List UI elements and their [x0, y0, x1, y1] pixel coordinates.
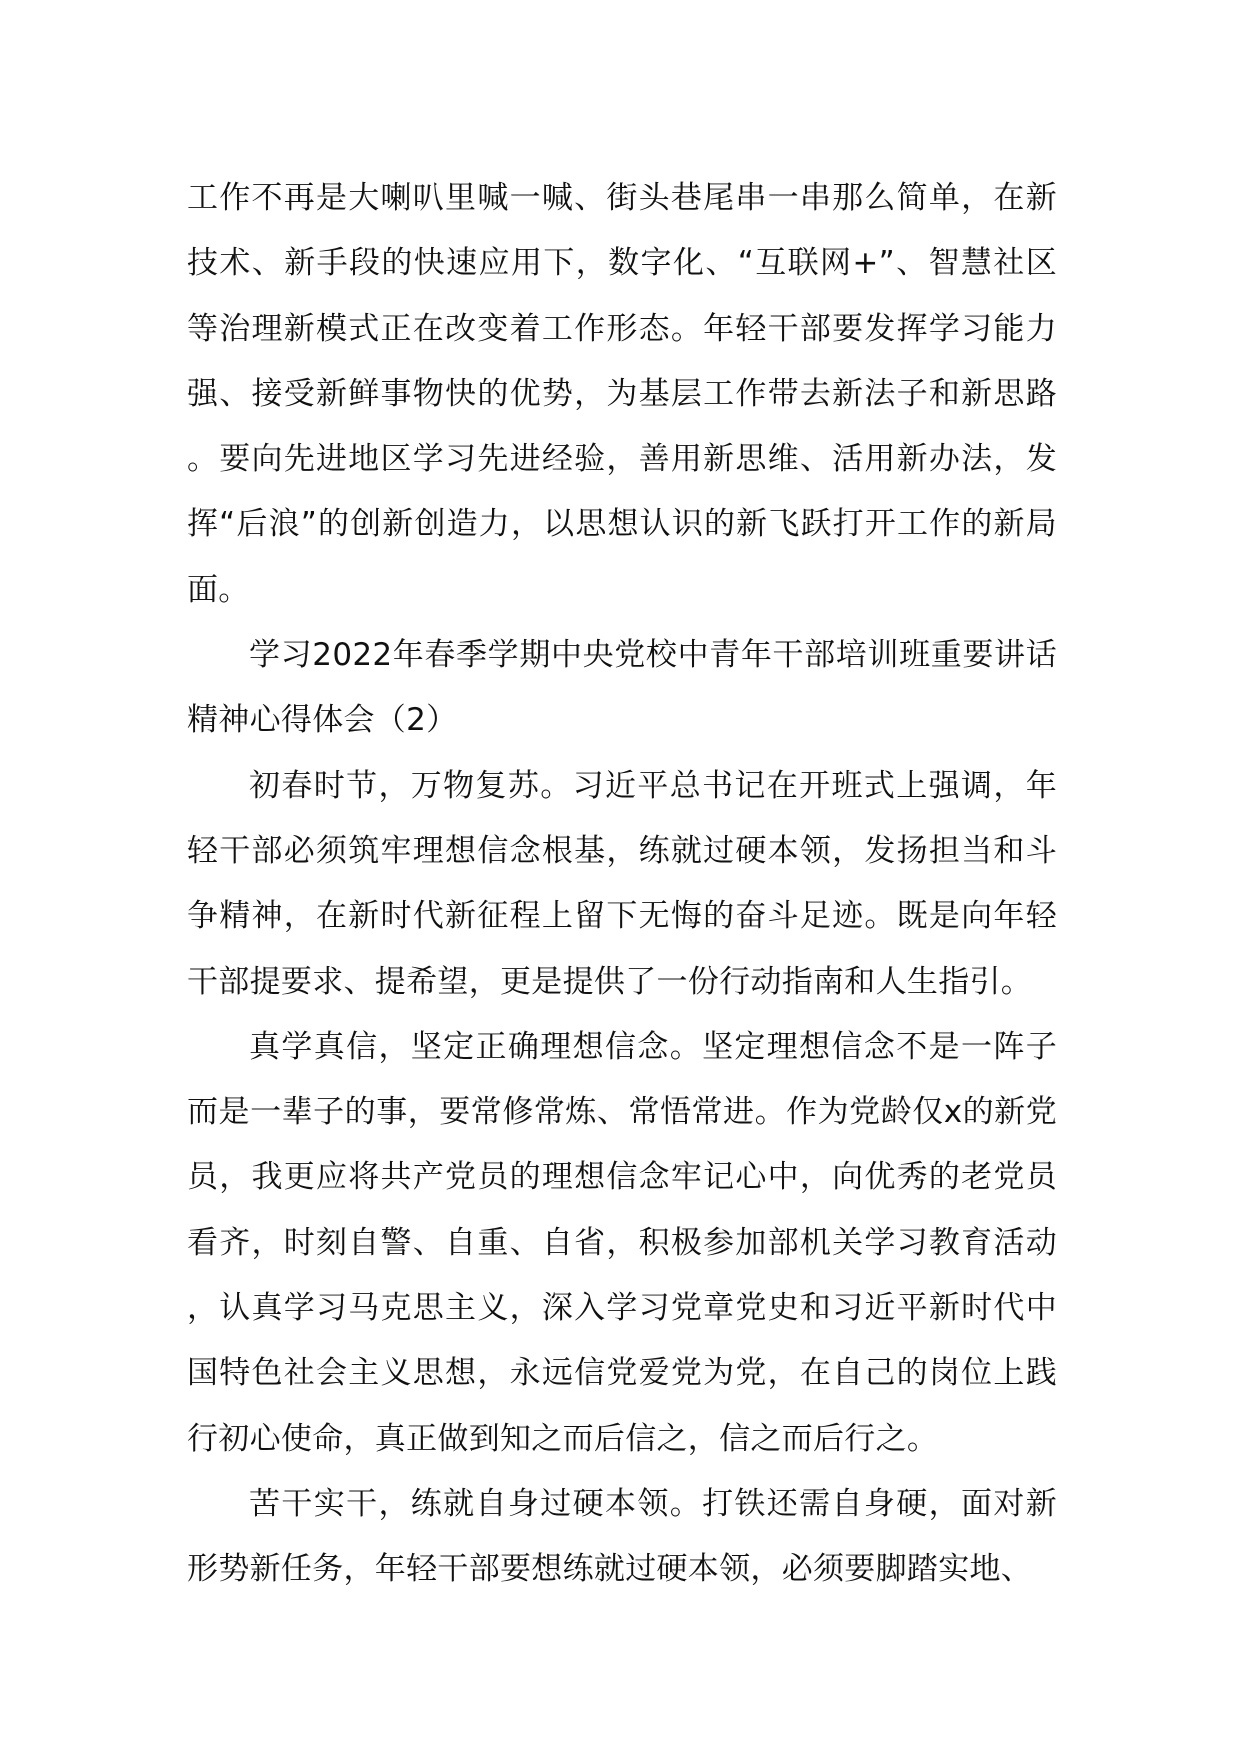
body-paragraph-4: 真学真信，坚定正确理想信念。坚定理想信念不是一阵子而是一辈子的事，要常修常炼、常悟常进。作为党龄仅x的新党员，我更应将共产党员的理想信念牢记心中，向优秀的老党员看齐，时刻自警、自重、自省，积极参加部机关学习教育活动，认真学习马克思主义，深入学习党章党史和习近平新时代中国特色社会主义思想，永远信党爱党为党，在自己的岗位上践行初心使命，真正做到知之而后信之，信之而后行之。 — [187, 1028, 1057, 1457]
body-paragraph-2: 学习2022年春季学期中央党校中青年干部培训班重要讲话精神心得体会（2） — [187, 637, 1057, 739]
body-paragraph-3: 初春时节，万物复苏。习近平总书记在开班式上强调，年轻干部必须筑牢理想信念根基，练就过硬本领，发扬担当和斗争精神，在新时代新征程上留下无悔的奋斗足迹。既是向年轻干部提要求、提希望，更是提供了一份行动指南和人生指引。 — [187, 767, 1057, 1000]
body-paragraph-1: 工作不再是大喇叭里喊一喊、街头巷尾串一串那么简单，在新技术、新手段的快速应用下，数字化、“互联网+”、智慧社区等治理新模式正在改变着工作形态。年轻干部要发挥学习能力强、接受新鲜事物快的优势，为基层工作带去新法子和新思路。要向先进地区学习先进经验，善用新思维、活用新办法，发挥“后浪”的创新创造力，以思想认识的新飞跃打开工作的新局面。 — [187, 180, 1057, 608]
body-paragraph-5: 苦干实干，练就自身过硬本领。打铁还需自身硬，面对新形势新任务，年轻干部要想练就过硬本领，必须要脚踏实地、 — [187, 1485, 1057, 1588]
document-body — [187, 166, 1057, 1603]
